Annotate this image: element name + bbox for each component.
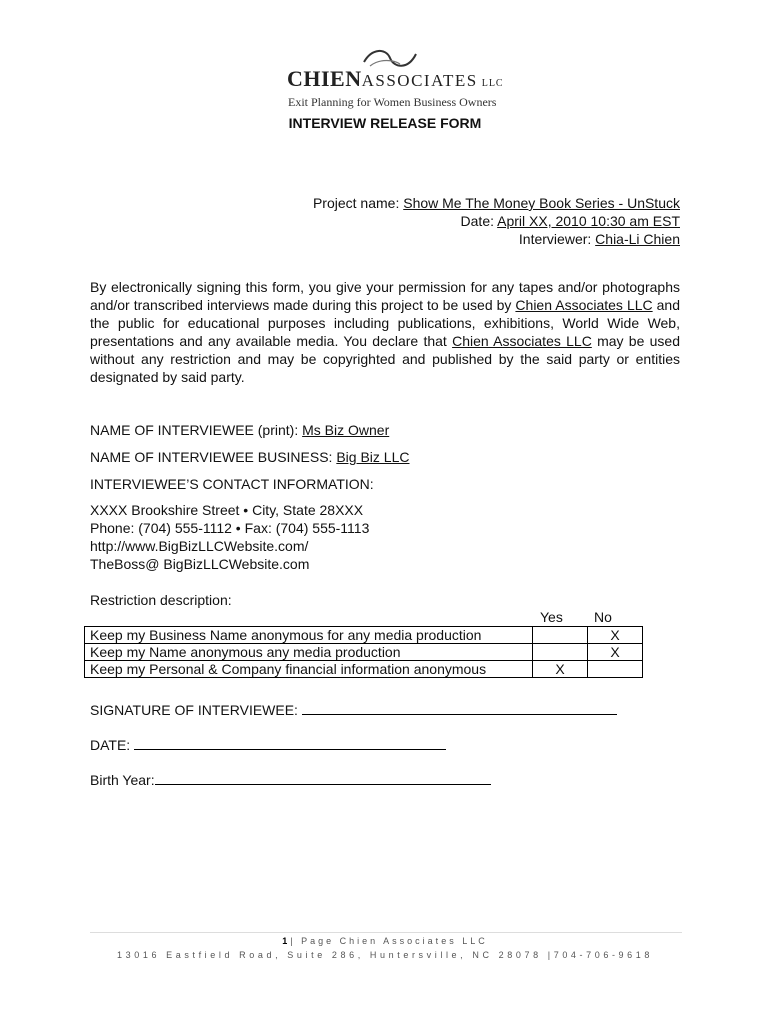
contact-website: http://www.BigBizLLCWebsite.com/ xyxy=(90,538,309,554)
permission-text-1: By electronically signing this form, you give your permission for any tapes and/or photographs and/or transcribed interviews made during this project to be used by xyxy=(90,279,680,313)
footer-address: 13016 Eastfield Road, Suite 286, Huntersville, NC 28078 |704-706-9618 xyxy=(117,950,653,960)
contact-phone: Phone: (704) 555-1112 • Fax: (704) 555-1113 xyxy=(90,520,370,536)
permission-text-3: may be used without any restriction and may be copyrighted and published by the said party or entities designated by said party. xyxy=(90,333,680,385)
project-date-line xyxy=(461,212,680,230)
footer-divider xyxy=(90,932,682,933)
logo-tagline: Exit Planning for Women Business Owners xyxy=(288,95,497,109)
permission-entity-2: Chien Associates LLC xyxy=(452,333,592,349)
interviewee-name-value: Ms Biz Owner xyxy=(302,422,390,438)
permission-entity-1: Chien Associates LLC xyxy=(515,297,653,313)
date-line xyxy=(90,737,446,753)
logo-llc-text: LLC xyxy=(481,78,504,89)
interviewer-line xyxy=(519,230,680,248)
interviewee-business-label: NAME OF INTERVIEWEE BUSINESS: xyxy=(90,449,337,465)
project-name-line xyxy=(313,194,680,212)
restriction-text: Keep my Personal & Company financial information anonymous xyxy=(85,661,533,678)
project-date-label: Date: xyxy=(460,213,498,229)
logo-chien-text: CHIEN xyxy=(287,66,362,91)
yes-column-header: Yes xyxy=(540,609,563,625)
contact-address: XXXX Brookshire Street • City, State 28XXX xyxy=(90,502,364,518)
table-row xyxy=(85,644,643,661)
restriction-text: Keep my Name anonymous any media production xyxy=(85,644,533,661)
restriction-no-cell[interactable]: X xyxy=(588,644,643,661)
signature-field[interactable] xyxy=(302,714,617,715)
restriction-text: Keep my Business Name anonymous for any media production xyxy=(85,627,533,644)
project-name-label: Project name: xyxy=(312,195,404,211)
permission-paragraph xyxy=(90,278,680,386)
restriction-no-cell[interactable] xyxy=(588,661,643,678)
restriction-label: Restriction description: xyxy=(90,592,232,608)
project-name-value: Show Me The Money Book Series - UnStuck xyxy=(403,195,680,211)
logo-associates-text: ASSOCIATES xyxy=(361,71,478,90)
date-label: DATE: xyxy=(90,737,135,753)
restriction-no-cell[interactable]: X xyxy=(588,627,643,644)
birth-year-field[interactable] xyxy=(155,784,491,785)
birth-year-line xyxy=(90,772,491,788)
permission-text-2: and the public for educational purposes including publications, exhibitions, World Wide Web, presentations and any available media. You declare that xyxy=(90,297,680,349)
restriction-yes-cell[interactable]: X xyxy=(533,661,588,678)
no-column-header: No xyxy=(594,609,612,625)
restriction-yes-cell[interactable] xyxy=(533,627,588,644)
contact-info-label: INTERVIEWEE’S CONTACT INFORMATION: xyxy=(90,476,374,492)
restrictions-table xyxy=(84,626,643,678)
form-title: INTERVIEW RELEASE FORM xyxy=(288,115,482,131)
interviewer-label: Interviewer: xyxy=(518,231,596,247)
interviewee-business-line xyxy=(90,449,410,465)
signature-line xyxy=(90,702,617,718)
table-row xyxy=(85,627,643,644)
interviewee-name-label: NAME OF INTERVIEWEE (print): xyxy=(90,422,303,438)
footer-page-text: | Page Chien Associates LLC xyxy=(290,936,488,946)
restriction-yes-cell[interactable] xyxy=(533,644,588,661)
date-field[interactable] xyxy=(134,749,446,750)
interviewee-business-value: Big Biz LLC xyxy=(336,449,410,465)
contact-email: TheBoss@ BigBizLLCWebsite.com xyxy=(90,556,310,572)
footer-page-line xyxy=(0,936,770,946)
project-date-value: April XX, 2010 10:30 am EST xyxy=(497,213,680,229)
birth-year-label: Birth Year: xyxy=(90,772,155,788)
interviewer-value: Chia-Li Chien xyxy=(595,231,680,247)
company-logo xyxy=(287,66,504,92)
signature-label: SIGNATURE OF INTERVIEWEE: xyxy=(90,702,302,718)
page-number: 1 xyxy=(282,936,291,946)
interviewee-name-line xyxy=(90,422,389,438)
table-row xyxy=(85,661,643,678)
